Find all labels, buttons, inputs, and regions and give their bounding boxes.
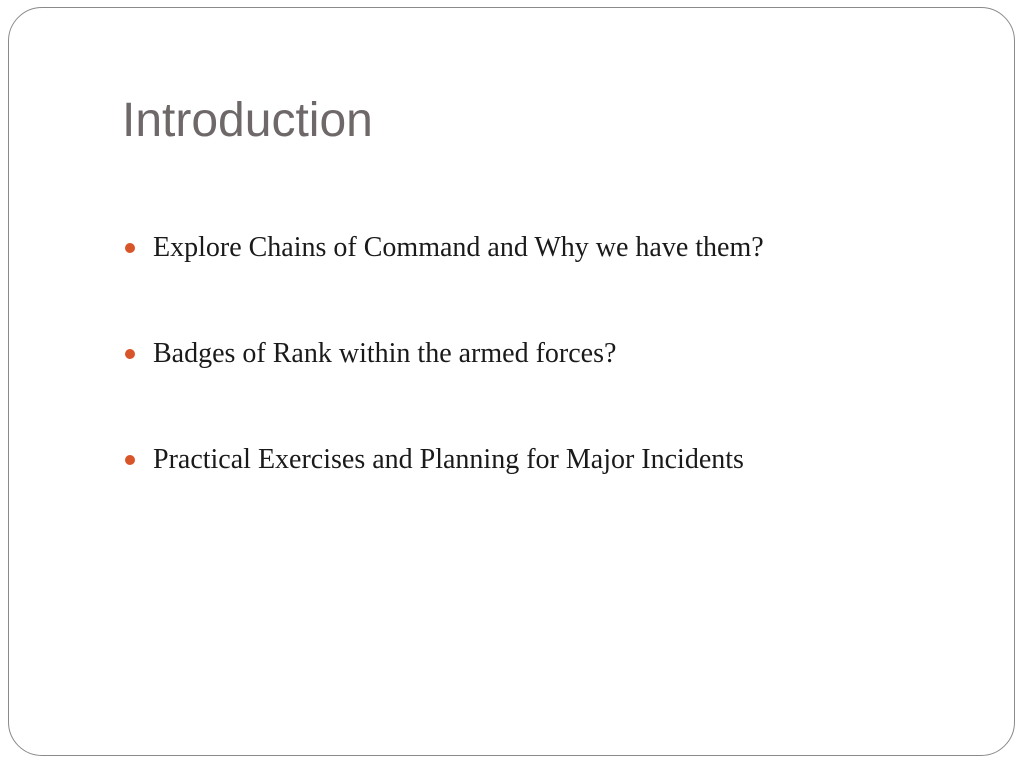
slide-title: Introduction (122, 94, 373, 147)
bullet-text: Practical Exercises and Planning for Major Incidents (153, 444, 744, 475)
slide (8, 7, 1015, 756)
bullet-text: Badges of Rank within the armed forces? (153, 338, 617, 369)
bullet-dot-icon (125, 349, 135, 359)
bullet-dot-icon (125, 455, 135, 465)
bullet-text: Explore Chains of Command and Why we have them? (153, 232, 764, 263)
bullet-dot-icon (125, 243, 135, 253)
